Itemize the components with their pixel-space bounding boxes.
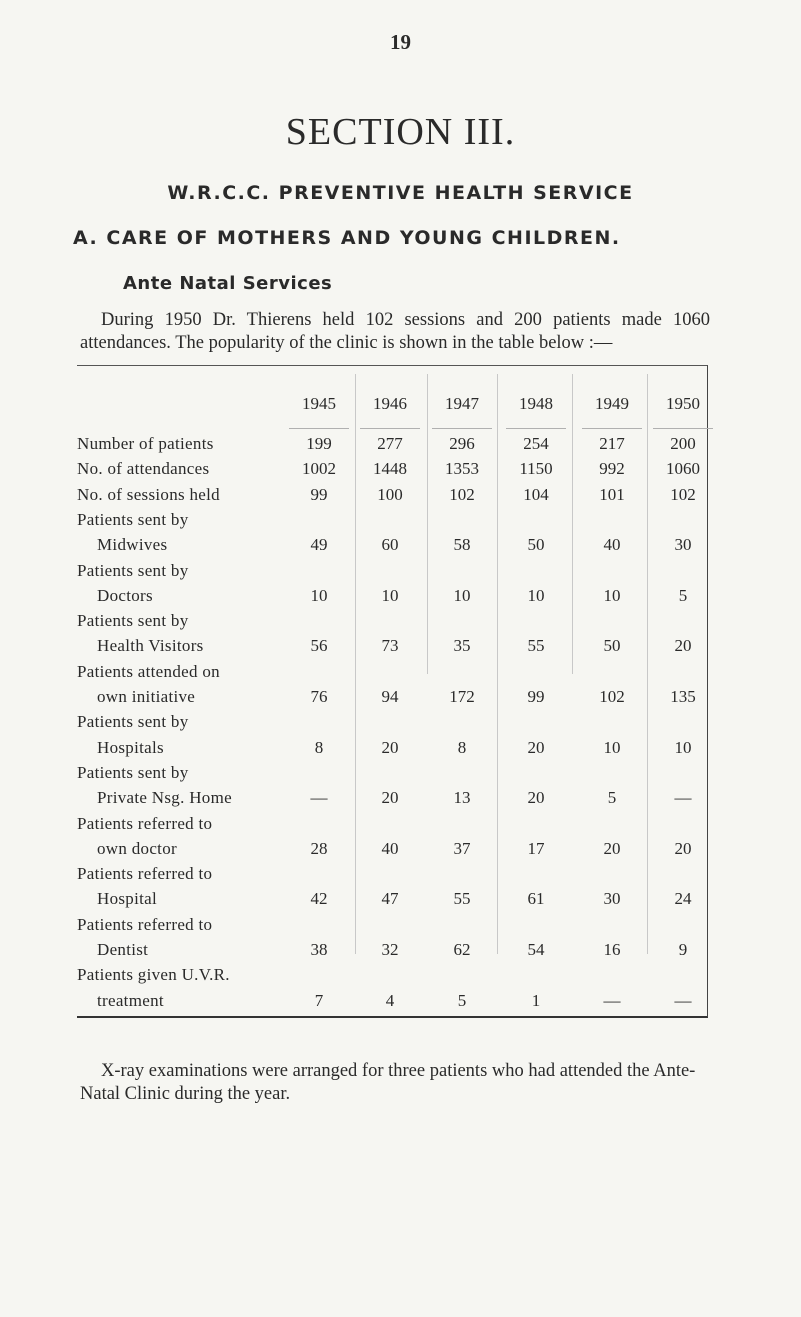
table-cell: 10 xyxy=(310,585,328,605)
row-label: No. of sessions held xyxy=(77,484,220,504)
closing-paragraph: X-ray examinations were arranged for three patients who had attended the Ante-Natal Clinic during the year. xyxy=(80,1061,696,1104)
section-title: SECTION III. xyxy=(285,111,516,153)
table-cell: 42 xyxy=(310,889,328,909)
year-header: 1945 xyxy=(302,394,336,413)
table-cell: 217 xyxy=(599,434,625,453)
table-cell: 20 xyxy=(527,788,545,808)
table-cell: 100 xyxy=(377,484,403,504)
year-underline xyxy=(653,428,713,429)
table-cell: 99 xyxy=(310,484,328,504)
row-label: Midwives xyxy=(97,535,168,555)
table-cell: 10 xyxy=(453,585,471,605)
row-label: own initiative xyxy=(97,687,196,706)
table-cell: 5 xyxy=(607,788,617,808)
row-label: Hospitals xyxy=(97,737,164,757)
table-cell: 135 xyxy=(670,687,696,706)
subheading: Ante Natal Services xyxy=(123,273,333,294)
table-cell: 104 xyxy=(523,484,549,504)
table-cell: 1448 xyxy=(373,459,407,479)
table-cell: 7 xyxy=(314,990,324,1010)
table-cell: 9 xyxy=(678,940,688,959)
table-cell: 32 xyxy=(381,940,399,959)
row-label: Patients sent by xyxy=(77,611,189,631)
row-label: Patients referred to xyxy=(77,813,213,833)
column-divider xyxy=(647,374,648,954)
page-number: 19 xyxy=(390,30,411,54)
table-cell: 10 xyxy=(527,585,545,605)
table-cell: 55 xyxy=(527,636,545,656)
table-cell: 254 xyxy=(523,434,549,453)
table-cell: 35 xyxy=(453,636,471,656)
year-header: 1949 xyxy=(595,394,629,413)
year-header: 1946 xyxy=(373,394,407,413)
table-cell: 102 xyxy=(449,484,475,504)
table-cell: 61 xyxy=(527,889,545,909)
table-cell: 10 xyxy=(603,585,621,605)
column-divider xyxy=(355,374,356,954)
row-label: Patients sent by xyxy=(77,712,189,732)
table-cell: 76 xyxy=(310,687,328,706)
row-label: Doctors xyxy=(97,585,153,605)
table-cell: 28 xyxy=(310,838,328,858)
row-label: Patients referred to xyxy=(77,864,213,884)
table-cell: 1 xyxy=(531,990,541,1010)
table-cell: 16 xyxy=(603,940,621,959)
year-underline xyxy=(582,428,642,429)
table-cell: 58 xyxy=(453,535,471,555)
table-cell: 277 xyxy=(377,434,403,453)
table-cell: 49 xyxy=(310,535,328,555)
table-cell: 20 xyxy=(381,788,399,808)
table-cell: 20 xyxy=(381,737,399,757)
table-cell: 20 xyxy=(674,838,692,858)
column-divider xyxy=(427,374,428,674)
table-cell: 55 xyxy=(453,889,471,909)
row-label: Patients sent by xyxy=(77,762,189,782)
statistics-table xyxy=(77,365,708,1018)
table-cell: 992 xyxy=(599,459,625,479)
table-cell: 1353 xyxy=(445,459,479,479)
table-cell: 30 xyxy=(603,889,621,909)
row-label: Private Nsg. Home xyxy=(97,788,232,808)
table-cell: 94 xyxy=(381,687,399,706)
table-cell: 296 xyxy=(449,434,475,453)
row-label: Dentist xyxy=(97,940,149,959)
year-underline xyxy=(432,428,492,429)
table-cell: — xyxy=(603,990,621,1010)
row-label: Patients given U.V.R. xyxy=(77,965,230,985)
table-cell: 40 xyxy=(381,838,399,858)
row-label: treatment xyxy=(97,990,164,1010)
table-cell: 199 xyxy=(306,434,332,453)
table-cell: 13 xyxy=(453,788,471,808)
table-cell: — xyxy=(674,990,692,1010)
table-cell: 5 xyxy=(678,585,688,605)
column-divider xyxy=(572,374,573,674)
table-cell: 20 xyxy=(674,636,692,656)
subsection-title: A. CARE OF MOTHERS AND YOUNG CHILDREN. xyxy=(73,227,621,249)
table-cell: 50 xyxy=(603,636,621,656)
table-cell: 20 xyxy=(527,737,545,757)
table-cell: 24 xyxy=(674,889,692,909)
table-cell: 60 xyxy=(381,535,399,555)
table-cell: 4 xyxy=(385,990,395,1010)
service-title: W.R.C.C. PREVENTIVE HEALTH SERVICE xyxy=(167,182,634,204)
table-cell: 20 xyxy=(603,838,621,858)
year-header: 1947 xyxy=(445,394,479,413)
row-label: Patients attended on xyxy=(77,661,220,681)
table-cell: 1150 xyxy=(519,459,553,479)
table-cell: 172 xyxy=(449,687,475,706)
table-cell: 10 xyxy=(381,585,399,605)
table-cell: 101 xyxy=(599,484,625,504)
table-cell: 1060 xyxy=(666,459,700,479)
table-cell: 10 xyxy=(674,737,692,757)
table-cell: 10 xyxy=(603,737,621,757)
table-cell: 8 xyxy=(314,737,324,757)
year-header: 1948 xyxy=(519,394,553,413)
table-cell: 30 xyxy=(674,535,692,555)
table-cell: 8 xyxy=(457,737,467,757)
table-cell: 37 xyxy=(453,838,471,858)
year-underline xyxy=(360,428,420,429)
year-header: 1950 xyxy=(666,394,700,413)
row-label: Number of patients xyxy=(77,434,214,453)
row-label: Patients sent by xyxy=(77,560,189,580)
table-cell: 62 xyxy=(453,940,471,959)
table-cell: 17 xyxy=(527,838,545,858)
row-label: own doctor xyxy=(97,838,177,858)
row-label: Patients referred to xyxy=(77,914,213,934)
table-cell: 5 xyxy=(457,990,467,1010)
table-cell: 47 xyxy=(381,889,399,909)
table-cell: 102 xyxy=(670,484,696,504)
table-cell: — xyxy=(674,788,692,808)
table-cell: 38 xyxy=(310,940,328,959)
row-label: Patients sent by xyxy=(77,509,189,529)
table-cell: 200 xyxy=(670,434,696,453)
table-cell: 40 xyxy=(603,535,621,555)
table-cell: 102 xyxy=(599,687,625,706)
table-cell: 56 xyxy=(310,636,328,656)
table-cell: 99 xyxy=(527,687,545,706)
table-cell: 50 xyxy=(527,535,545,555)
row-label: Hospital xyxy=(97,889,158,909)
table-cell: 1002 xyxy=(302,459,336,479)
table-cell: 54 xyxy=(527,940,545,959)
table-cell: — xyxy=(310,788,328,808)
row-label: No. of attendances xyxy=(77,459,210,479)
intro-paragraph: During 1950 Dr. Thierens held 102 sessions and 200 patients made 1060 attendances. The popularity of the clinic is shown in the table below :— xyxy=(80,310,710,353)
column-divider xyxy=(497,374,498,954)
year-underline xyxy=(506,428,566,429)
year-underline xyxy=(289,428,349,429)
table-cell: 73 xyxy=(381,636,399,656)
row-label: Health Visitors xyxy=(97,636,204,656)
